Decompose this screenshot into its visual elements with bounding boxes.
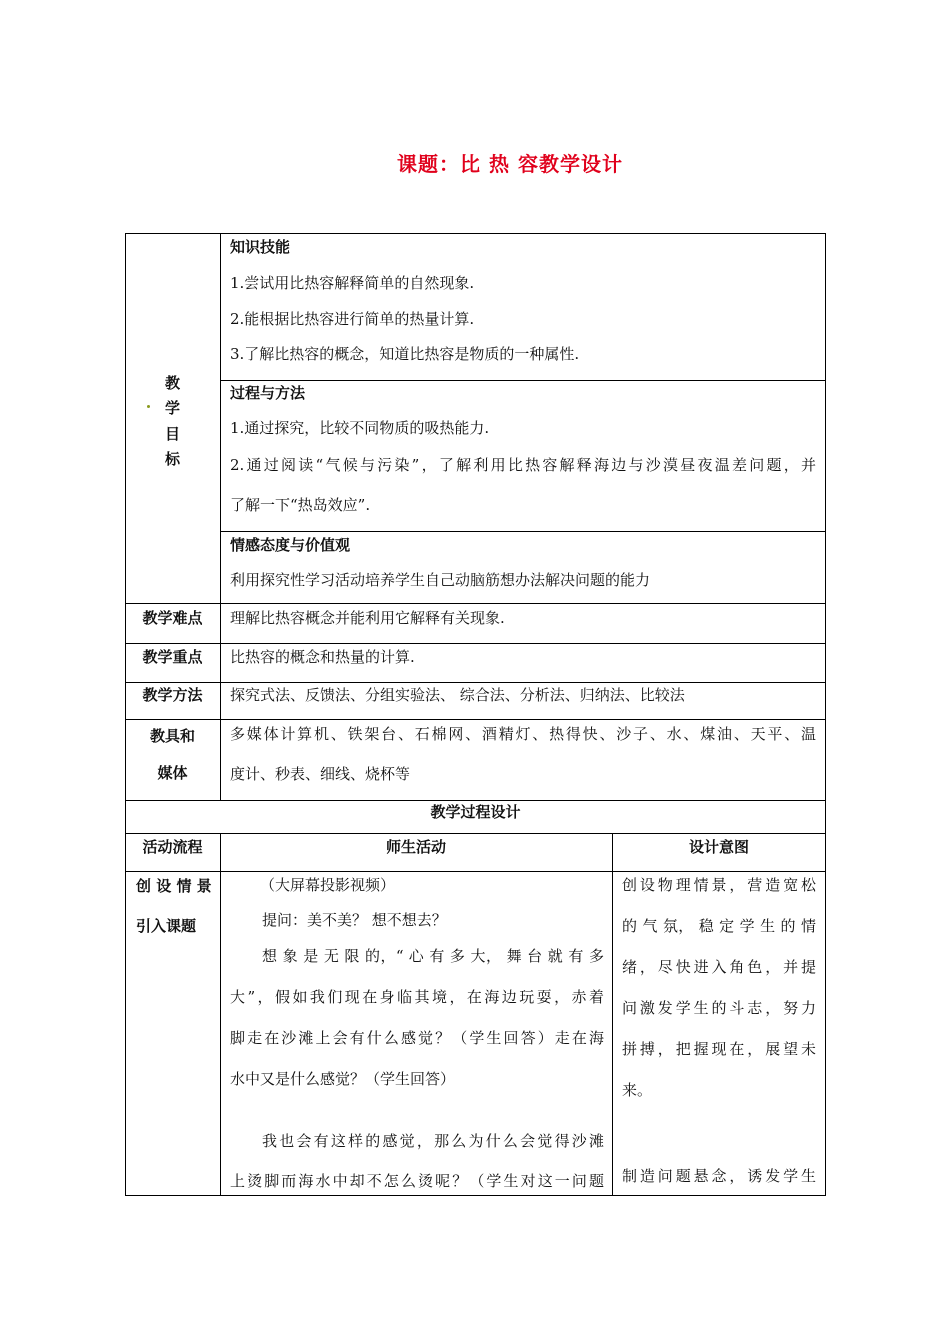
divider — [125, 719, 826, 720]
divider — [612, 833, 613, 1196]
activity-line: 想 象 是 无 限 的，“ 心 有 多 大， 舞 台 就 有 多 — [262, 947, 604, 965]
divider — [125, 643, 826, 644]
divider — [220, 233, 221, 800]
divider — [220, 833, 221, 1196]
divider — [125, 871, 826, 872]
divider — [125, 603, 826, 604]
column-header-activity: 师生活动 — [385, 838, 446, 856]
page-title: 课题：比 热 容教学设计 — [397, 152, 623, 176]
activity-line: （大屏幕投影视频） — [260, 876, 396, 894]
activity-line: 大”，假如我们现在身临其境，在海边玩耍，赤着 — [230, 988, 604, 1006]
activity-line: 我也会有这样的感觉，那么为什么会觉得沙滩 — [262, 1132, 604, 1150]
knowledge-item: 1.尝试用比热容解释简单的自然现象. — [230, 274, 475, 292]
intent-line: 绪，尽快进入角色，并提 — [622, 958, 816, 976]
stage-label: 引入课题 — [136, 917, 197, 935]
activity-line: 脚走在沙滩上会有什么感觉？（学生回答）走在海 — [230, 1029, 604, 1047]
emotion-text: 利用探究性学习活动培养学生自己动脑筋想办法解决问题的能力 — [230, 571, 651, 589]
intent-line: 制造问题悬念，诱发学生 — [622, 1167, 816, 1185]
intent-line: 拼搏，把握现在，展望未 — [622, 1040, 816, 1058]
emotion-heading: 情感态度与价值观 — [230, 536, 351, 554]
column-header-flow: 活动流程 — [142, 838, 203, 856]
tools-text: 多媒体计算机、铁架台、石棉网、酒精灯、热得快、沙子、水、煤油、天平、温 — [230, 725, 816, 743]
process-item: 了解一下“热岛效应”. — [230, 496, 371, 514]
focus-text: 比热容的概念和热量的计算. — [230, 648, 415, 666]
activity-line: 水中又是什么感觉？（学生回答） — [230, 1070, 456, 1088]
intent-line: 的 气 氛， 稳 定 学 生 的 情 — [622, 917, 816, 935]
intent-line: 来。 — [622, 1081, 653, 1099]
intent-line: 创设物理情景，营造宽松 — [622, 876, 816, 894]
activity-line: 提问：美不美？ 想不想去？ — [262, 911, 447, 929]
difficulty-text: 理解比热容概念并能利用它解释有关现象. — [230, 609, 505, 627]
process-item: 2.通过阅读“气候与污染”，了解利用比热容解释海边与沙漠昼夜温差问题，并 — [230, 456, 816, 474]
difficulty-label: 教学难点 — [142, 609, 203, 627]
divider — [221, 531, 825, 532]
process-item: 1.通过探究，比较不同物质的吸热能力. — [230, 419, 490, 437]
tools-text: 度计、秒表、细线、烧杯等 — [230, 765, 411, 783]
objectives-label-char: 学 — [164, 399, 180, 417]
divider — [125, 833, 826, 834]
methods-text: 探究式法、反馈法、分组实验法、 综合法、分析法、归纳法、比较法 — [230, 686, 685, 704]
divider — [125, 800, 826, 801]
tools-label: 教具和 — [149, 727, 195, 745]
knowledge-item: 3.了解比热容的概念，知道比热容是物质的一种属性. — [230, 345, 580, 363]
knowledge-heading: 知识技能 — [230, 238, 291, 256]
divider — [125, 682, 826, 683]
tools-label: 媒体 — [157, 764, 188, 782]
knowledge-item: 2.能根据比热容进行简单的热量计算. — [230, 310, 475, 328]
stage-label: 创 设 情 景 — [136, 877, 212, 895]
process-design-heading: 教学过程设计 — [430, 803, 521, 821]
intent-line: 问激发学生的斗志，努力 — [622, 999, 816, 1017]
methods-label: 教学方法 — [142, 686, 203, 704]
objectives-label-char: 标 — [164, 450, 180, 468]
objectives-label-char: 教 — [164, 374, 180, 392]
objectives-label-char: 目 — [164, 425, 180, 443]
decorative-dot — [147, 405, 150, 408]
focus-label: 教学重点 — [142, 648, 203, 666]
process-heading: 过程与方法 — [230, 384, 306, 402]
column-header-intent: 设计意图 — [688, 838, 749, 856]
activity-line: 上烫脚而海水中却不怎么烫呢？（学生对这一问题 — [230, 1172, 604, 1190]
divider — [221, 380, 825, 381]
